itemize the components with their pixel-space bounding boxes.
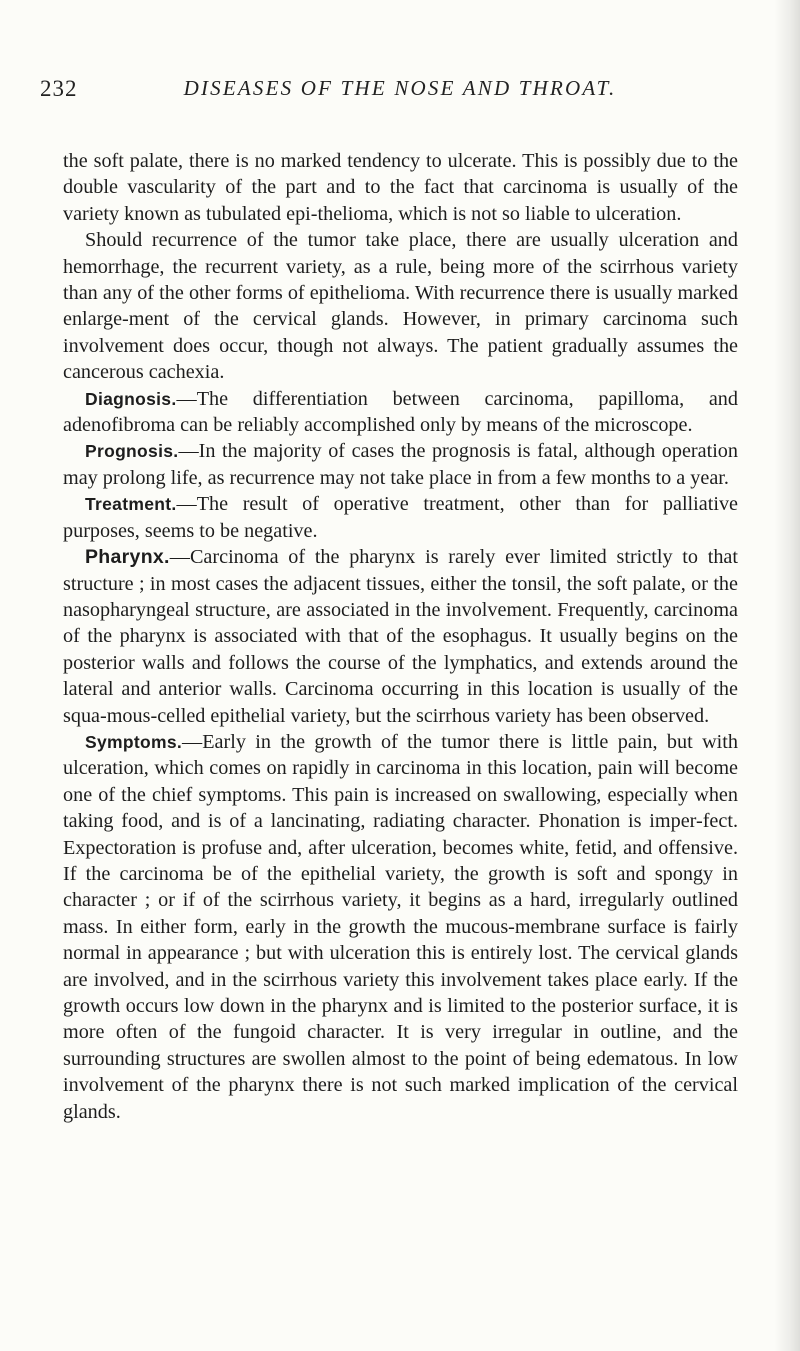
paragraph-text: —The differentiation between carcinoma, papilloma, and adenofibroma can be reliably accomplished only by means of the microscope.: [63, 387, 738, 437]
page-edge-shadow: [774, 0, 800, 1351]
section-heading-prognosis: Prognosis.: [85, 441, 179, 462]
section-heading-symptoms: Symptoms.: [85, 731, 183, 752]
section-heading-pharynx: Pharynx.: [85, 546, 170, 569]
paragraph-continuation: [63, 148, 738, 227]
paragraph-text: —The result of operative treatment, other than for palliative purposes, seems to be negative.: [63, 493, 738, 542]
section-heading-diagnosis: Diagnosis.: [85, 388, 177, 409]
paragraph-symptoms: [63, 729, 738, 1125]
paragraph-text: —Carcinoma of the pharynx is rarely ever limited strictly to that structure ; in most cases the adjacent tissues, either the tonsil, the soft palate, or the nasopharyngeal structure, are associated in the involvement. Frequently, carcinoma of the pharynx is associated with that of the esophagus. It usually begins on the posterior walls and follows the course of the lymphatics, and extends around the lateral and anterior walls. Carcinoma occurring in this location is usually of the squa-mous-celled epithelial variety, but the scirrhous variety has been observed.: [63, 546, 738, 727]
paragraph-pharynx: [63, 544, 738, 729]
paragraph-diagnosis: [63, 386, 738, 439]
paragraph-text: Should recurrence of the tumor take place, there are usually ulceration and hemorrhage, the recurrent variety, as a rule, being more of the scirrhous variety than any of the other forms of epithelioma. With recurrence there is usually marked enlarge-ment of the cervical glands. However, in primary carcinoma such involvement does occur, though not always. The patient gradually assumes the cancerous cachexia.: [63, 229, 738, 384]
paragraph-recurrence: [63, 227, 738, 385]
paragraph-prognosis: [63, 438, 738, 491]
page-number: 232: [40, 76, 78, 101]
page-header: [0, 76, 800, 116]
paragraph-text: —Early in the growth of the tumor there is little pain, but with ulceration, which comes on rapidly in carcinoma in this location, pain will become one of the chief symptoms. This pain is increased on swallowing, especially when taking food, and is of a lancinating, radiating character. Phonation is imper-fect. Expectoration is profuse and, after ulceration, becomes white, fetid, and offensive. If the carcinoma be of the epithelial variety, the growth is soft and spongy in character ; or if of the scirrhous variety, it begins as a hard, irregularly outlined mass. In either form, early in the growth the mucous-membrane surface is fairly normal in appearance ; but with ulceration this is entirely lost. The cervical glands are involved, and in the scirrhous variety this involvement takes place early. If the growth occurs low down in the pharynx and is limited to the posterior surface, it is more often of the fungoid character. It is very irregular in outline, and the surrounding structures are swollen almost to the point of being edematous. In low involvement of the pharynx there is not such marked implication of the cervical glands.: [63, 730, 738, 1123]
section-heading-treatment: Treatment.: [85, 494, 177, 515]
body-text: [63, 148, 738, 1125]
paragraph-treatment: [63, 491, 738, 544]
paragraph-text: —In the majority of cases the prognosis is fatal, although operation may prolong life, as recurrence may not take place in from a few months to a year.: [63, 440, 738, 489]
running-title: DISEASES OF THE NOSE AND THROAT.: [183, 76, 617, 100]
paragraph-text: the soft palate, there is no marked tendency to ulcerate. This is possibly due to the double vascularity of the part and to the fact that carcinoma is usually of the variety known as tubulated epi-thelioma, which is not so liable to ulceration.: [63, 150, 738, 225]
